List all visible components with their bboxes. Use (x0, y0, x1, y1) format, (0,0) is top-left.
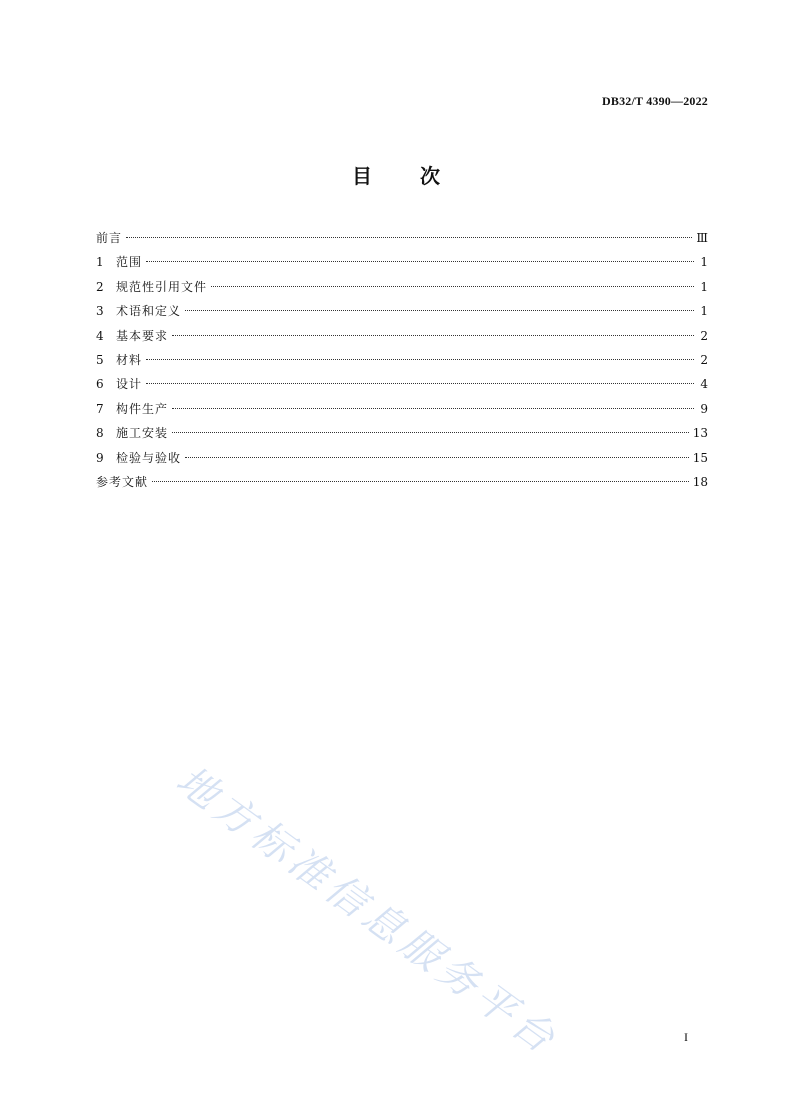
toc-page: 1 (700, 255, 708, 270)
toc-label: 材料 (116, 352, 143, 367)
toc-entry-references[interactable] (96, 472, 708, 496)
toc-page: 2 (700, 328, 708, 343)
toc-number: 6 (96, 377, 104, 392)
toc-leader (146, 383, 694, 384)
title-char-left: 目 (352, 164, 372, 188)
toc-entry-1[interactable] (96, 252, 708, 276)
toc-leader (152, 481, 689, 482)
toc-page: 4 (700, 377, 708, 392)
toc-page: 1 (700, 279, 708, 294)
toc-leader (146, 261, 694, 262)
toc-entry-9[interactable] (96, 448, 708, 472)
toc-label: 范围 (116, 255, 143, 270)
toc-entry-foreword[interactable] (96, 228, 708, 252)
toc-page: 1 (700, 304, 708, 319)
toc-leader (172, 432, 689, 433)
toc-label: 设计 (116, 377, 143, 392)
toc-entry-6[interactable] (96, 374, 708, 398)
toc-page: 9 (700, 401, 708, 416)
table-of-contents (96, 228, 708, 496)
toc-leader (185, 457, 689, 458)
toc-label: 术语和定义 (116, 304, 182, 319)
toc-number: 1 (96, 255, 104, 270)
toc-number: 7 (96, 401, 104, 416)
document-code: DB32/T 4390—2022 (602, 94, 708, 108)
toc-label: 构件生产 (116, 401, 169, 416)
page-title (0, 160, 792, 189)
toc-number: 9 (96, 450, 104, 465)
toc-leader (126, 237, 692, 238)
toc-page: 18 (692, 474, 708, 489)
toc-entry-8[interactable] (96, 423, 708, 447)
toc-label: 参考文献 (96, 474, 149, 489)
title-char-right: 次 (420, 164, 440, 188)
toc-label: 施工安装 (116, 426, 169, 441)
watermark: 地方标准信息服务平台 (167, 757, 567, 1065)
toc-page: 15 (692, 450, 708, 465)
toc-leader (172, 335, 694, 336)
toc-page: 13 (692, 426, 708, 441)
toc-number: 2 (96, 279, 104, 294)
toc-label: 前言 (96, 231, 123, 245)
toc-leader (185, 310, 694, 311)
toc-leader (172, 408, 694, 409)
toc-number: 8 (96, 426, 104, 441)
toc-label: 规范性引用文件 (116, 279, 208, 294)
toc-entry-2[interactable] (96, 277, 708, 301)
toc-number: 5 (96, 352, 104, 367)
toc-entry-3[interactable] (96, 301, 708, 325)
toc-entry-7[interactable] (96, 399, 708, 423)
toc-number: 4 (96, 328, 104, 343)
toc-page: 2 (700, 352, 708, 367)
toc-leader (146, 359, 694, 360)
toc-label: 检验与验收 (116, 450, 182, 465)
toc-leader (211, 286, 694, 287)
toc-label: 基本要求 (116, 328, 169, 343)
toc-page: Ⅲ (696, 231, 708, 245)
toc-number: 3 (96, 304, 104, 319)
page-number: I (684, 1030, 688, 1044)
toc-entry-4[interactable] (96, 326, 708, 350)
toc-entry-5[interactable] (96, 350, 708, 374)
